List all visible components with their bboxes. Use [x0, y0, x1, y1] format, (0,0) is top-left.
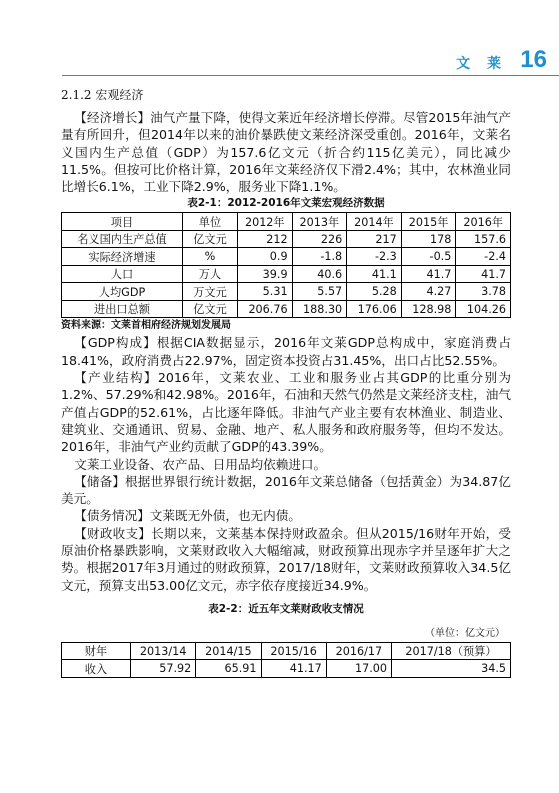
macro-economic-table — [61, 212, 511, 318]
table-cell: 万人 — [183, 265, 238, 283]
table-row — [62, 265, 511, 283]
table-row — [62, 300, 511, 318]
table-cell: 104.26 — [456, 300, 511, 318]
table-cell: 0.9 — [238, 248, 293, 266]
paragraph-fiscal: 【财政收支】长期以来，文莱基本保持财政盈余。但从2015/16财年开始，受原油价格暴跌影响，文莱财政收入大幅缩减，财政预算出现赤字并呈逐年扩大之势。根据2017年3月通过的财政预算，2017/18财年，文莱财政预算收入34.5亿文元，预算支出53.00亿文元，赤字依存度接近34.9%。 — [61, 525, 511, 593]
table-cell: 41.7 — [401, 265, 456, 283]
table-cell: -2.3 — [347, 248, 402, 266]
paragraph-gdp-composition: 【GDP构成】根据CIA数据显示，2016年文莱GDP总构成中，家庭消费占18.41%，政府消费占22.97%，固定资本投资占31.45%，出口占比52.55%。 — [61, 335, 511, 368]
table-cell: % — [183, 248, 238, 266]
table2-caption: 表2-2：近五年文莱财政收支情况 — [208, 602, 364, 615]
table-cell: 万文元 — [183, 283, 238, 301]
table1-source: 资料来源：文莱首相府经济规划发展局 — [61, 320, 231, 332]
table-cell: 实际经济增速 — [62, 248, 183, 266]
table-cell: 5.31 — [238, 283, 293, 301]
table-cell: 5.57 — [292, 283, 347, 301]
table-cell: 157.6 — [456, 230, 511, 248]
table-header-cell: 2015年 — [401, 213, 456, 231]
table-cell: 人口 — [62, 265, 183, 283]
table-cell: 176.06 — [347, 300, 402, 318]
table-cell: 3.78 — [456, 283, 511, 301]
table-cell: 17.00 — [326, 660, 391, 678]
table-header-cell: 2016/17 — [326, 642, 391, 660]
table-cell: 39.9 — [238, 265, 293, 283]
table-cell: 65.91 — [196, 660, 261, 678]
table-cell: 人均GDP — [62, 283, 183, 301]
paragraph-debt: 【债务情况】文莱既无外债，也无内债。 — [74, 508, 301, 524]
table-cell: -1.8 — [292, 248, 347, 266]
table-row — [62, 660, 511, 678]
page-body — [61, 86, 511, 678]
table-cell: 40.6 — [292, 265, 347, 283]
table-cell: 进出口总额 — [62, 300, 183, 318]
header-title: 文 莱 — [456, 56, 507, 72]
paragraph-industry-structure: 【产业结构】2016年，文莱农业、工业和服务业占其GDP的比重分别为1.2%、57.29%和42.98%。2016年，石油和天然气仍然是文莱经济支柱，油气产值占GDP的52.61%，占比逐年降低。非油气产业主要有农林渔业、制造业、建筑业、交通通讯、贸易、金融、地产、私人服务和政府服务等，但均不发达。2016年，非油气产业约贡献了GDP的43.39%。 — [61, 370, 511, 455]
table-cell: 4.27 — [401, 283, 456, 301]
header-rule — [62, 75, 559, 76]
table-header-row — [62, 642, 511, 660]
page-number: 16 — [520, 46, 547, 73]
table-cell: 41.7 — [456, 265, 511, 283]
table-cell: 206.76 — [238, 300, 293, 318]
table-header-row — [62, 213, 511, 231]
table-header-cell: 2012年 — [238, 213, 293, 231]
table-cell: 34.5 — [392, 660, 511, 678]
paragraph-economic-growth: 【经济增长】油气产量下降，使得文莱近年经济增长停滞。尽管2015年油气产量有所回升，但2014年以来的油价暴跌使文莱经济深受重创。2016年，文莱名义国内生产总值（GDP）为157.6亿文元（折合约115亿美元），同比减少11.5%。但按可比价格计算，2016年文莱经济仅下滑2.4%；其中，农林渔业同比增长6.1%，工业下降2.9%，服务业下降1.1%。 — [61, 110, 511, 195]
table-cell: 57.92 — [131, 660, 196, 678]
table-header-cell: 2013年 — [292, 213, 347, 231]
table-header-cell: 单位 — [183, 213, 238, 231]
table-cell: 41.17 — [261, 660, 326, 678]
table-cell: 收入 — [62, 660, 131, 678]
section-heading: 2.1.2 宏观经济 — [61, 88, 144, 102]
table-cell: 226 — [292, 230, 347, 248]
table-header-cell: 2014/15 — [196, 642, 261, 660]
table-header-cell: 财年 — [62, 642, 131, 660]
table-cell: -0.5 — [401, 248, 456, 266]
table-cell: 亿文元 — [183, 230, 238, 248]
paragraph-imports: 文莱工业设备、农产品、日用品均依赖进口。 — [74, 456, 327, 472]
table-cell: 178 — [401, 230, 456, 248]
table-cell: 188.30 — [292, 300, 347, 318]
table-header-cell: 2017/18（预算） — [392, 642, 511, 660]
table-cell: -2.4 — [456, 248, 511, 266]
paragraph-reserves: 【储备】根据世界银行统计数据，2016年文莱总储备（包括黄金）为34.87亿美元。 — [61, 473, 511, 507]
table-row — [62, 230, 511, 248]
page-header — [0, 46, 559, 74]
table1-caption: 表2-1：2012-2016年文莱宏观经济数据 — [187, 197, 385, 210]
table-cell: 217 — [347, 230, 402, 248]
table-header-cell: 2014年 — [347, 213, 402, 231]
table-cell: 5.28 — [347, 283, 402, 301]
table-header-cell: 2013/14 — [131, 642, 196, 660]
table-cell: 128.98 — [401, 300, 456, 318]
table-row — [62, 248, 511, 266]
table-cell: 亿文元 — [183, 300, 238, 318]
table-header-cell: 项目 — [62, 213, 183, 231]
table-cell: 41.1 — [347, 265, 402, 283]
table-row — [62, 283, 511, 301]
table-header-cell: 2016年 — [456, 213, 511, 231]
table2-unit: （单位：亿文元） — [425, 627, 505, 639]
fiscal-table — [61, 642, 511, 679]
table-cell: 名义国内生产总值 — [62, 230, 183, 248]
table-header-cell: 2015/16 — [261, 642, 326, 660]
table-cell: 212 — [238, 230, 293, 248]
